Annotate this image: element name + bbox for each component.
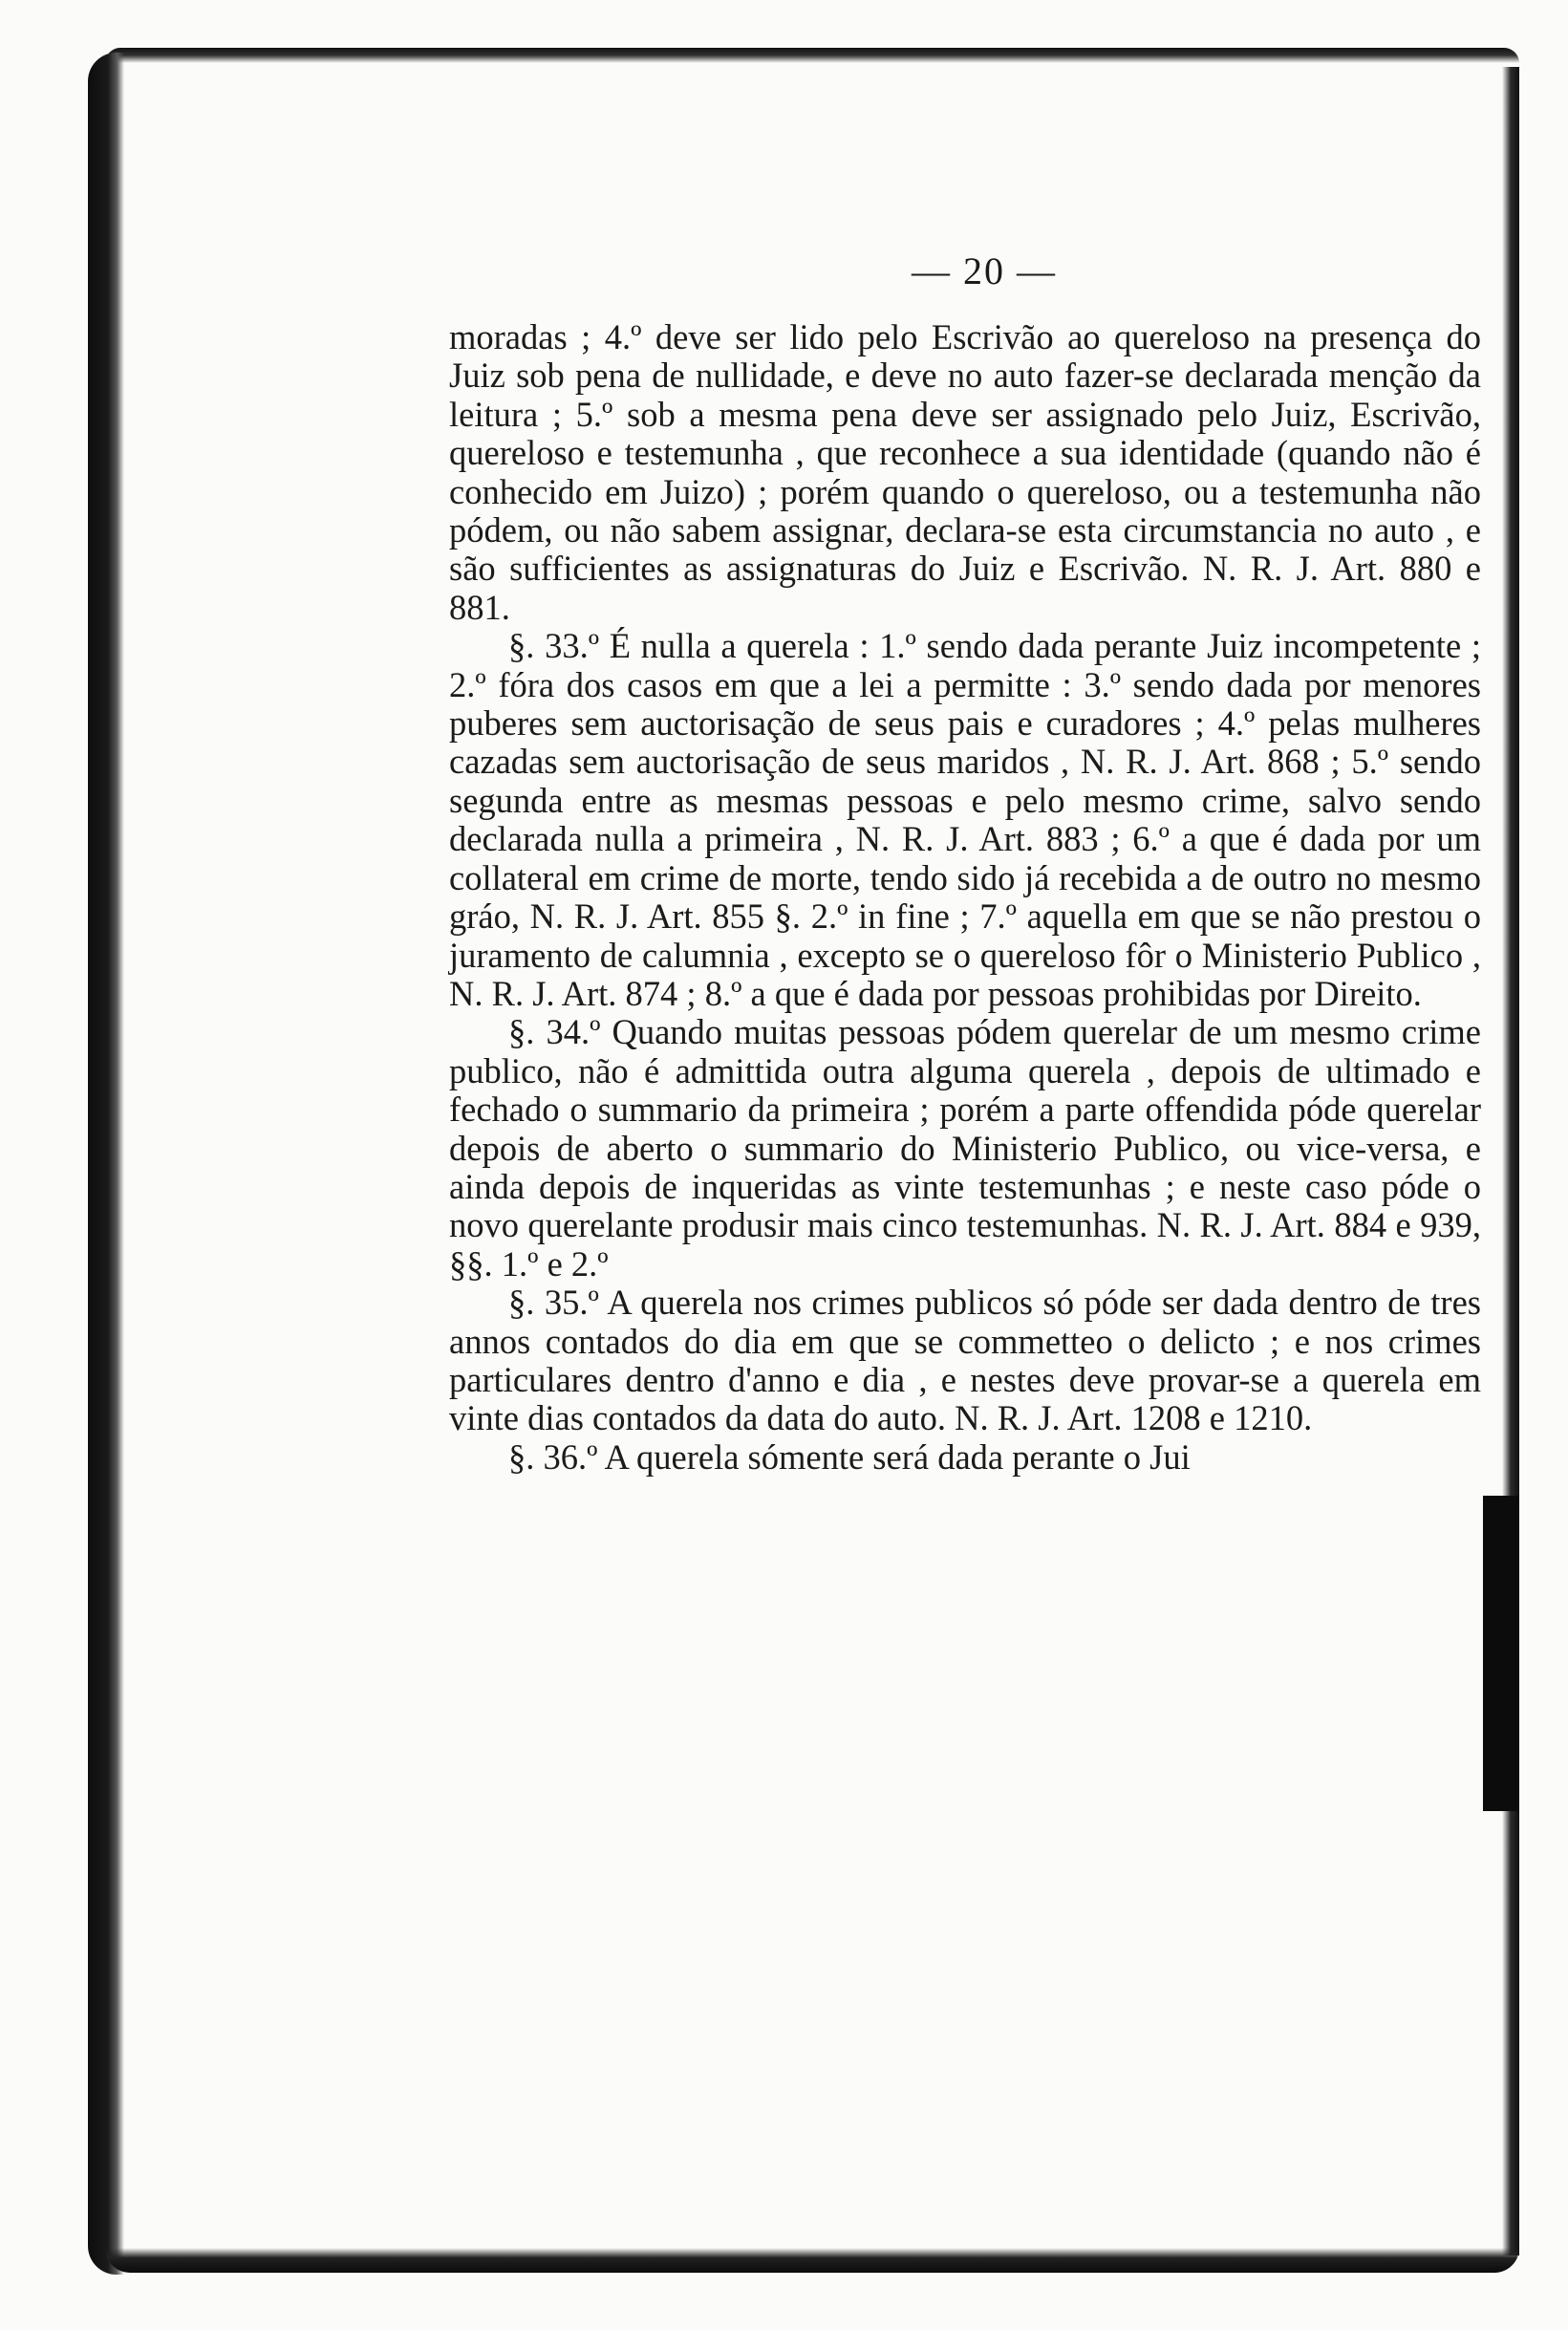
- paragraph-section-34: §. 34.º Quando muitas pessoas pódem querelar de um mesmo crime publico, não é admittida outra alguma querela , depois de ultimado e fechado o summario da primeira ; porém a parte offendida póde querelar depois de aberto o summario do Ministerio Publico, ou vice-versa, e ainda depois de inqueridas as vinte testemunhas ; e neste caso póde o novo querelante produsir mais cinco testemunhas. N. R. J. Art. 884 e 939, §§. 1.º e 2.º: [449, 1012, 1481, 1284]
- scan-edge-bottom: [105, 2248, 1519, 2273]
- page-number: — 20 —: [912, 249, 1057, 292]
- paragraph-continuation: moradas ; 4.º deve ser lido pelo Escrivão ao quereloso na presença do Juiz sob pena de nullidade, e deve no auto fazer-se declarada menção da leitura ; 5.º sob a mesma pena deve ser assignado pelo Juiz, Escrivão, quereloso e testemunha , que reconhece a sua identidade (quando não é conhecido em Juizo) ; porém quando o quereloso, ou a testemunha não pódem, ou não sabem assignar, declara-se esta circumstancia no auto , e são sufficientes as assignaturas do Juiz e Escrivão. N. R. J. Art. 880 e 881.: [449, 317, 1481, 627]
- scan-edge-right-shadow: [1483, 1496, 1519, 1811]
- scan-edge-left: [88, 53, 124, 2275]
- scan-edge-top: [105, 48, 1519, 63]
- paragraph-section-35: §. 35.º A querela nos crimes publicos só póde ser dada dentro de tres annos contados do dia em que se commetteo o delicto ; e nos crimes particulares dentro d'anno e dia , e nestes deve provar-se a querela em vinte dias contados da data do auto. N. R. J. Art. 1208 e 1210.: [449, 1283, 1481, 1438]
- page-content: [449, 248, 1481, 1477]
- paragraph-section-33: §. 33.º É nulla a querela : 1.º sendo dada perante Juiz incompetente ; 2.º fóra dos casos em que a lei a permitte : 3.º sendo dada por menores puberes sem auctorisação de seus pais e curadores ; 4.º pelas mulheres cazadas sem auctorisação de seus maridos , N. R. J. Art. 868 ; 5.º sendo segunda entre as mesmas pessoas e pelo mesmo crime, salvo sendo declarada nulla a primeira , N. R. J. Art. 883 ; 6.º a que é dada por um collateral em crime de morte, tendo sido já recebida a de outro no mesmo gráo, N. R. J. Art. 855 §. 2.º in fine ; 7.º aquella em que se não prestou o juramento de calumnia , excepto se o quereloso fôr o Ministerio Publico , N. R. J. Art. 874 ; 8.º a que é dada por pessoas prohibidas por Direito.: [449, 626, 1481, 1013]
- scan-edge-right: [1502, 67, 1519, 2255]
- paragraph-section-36: §. 36.º A querela sómente será dada perante o Jui: [508, 1436, 1191, 1477]
